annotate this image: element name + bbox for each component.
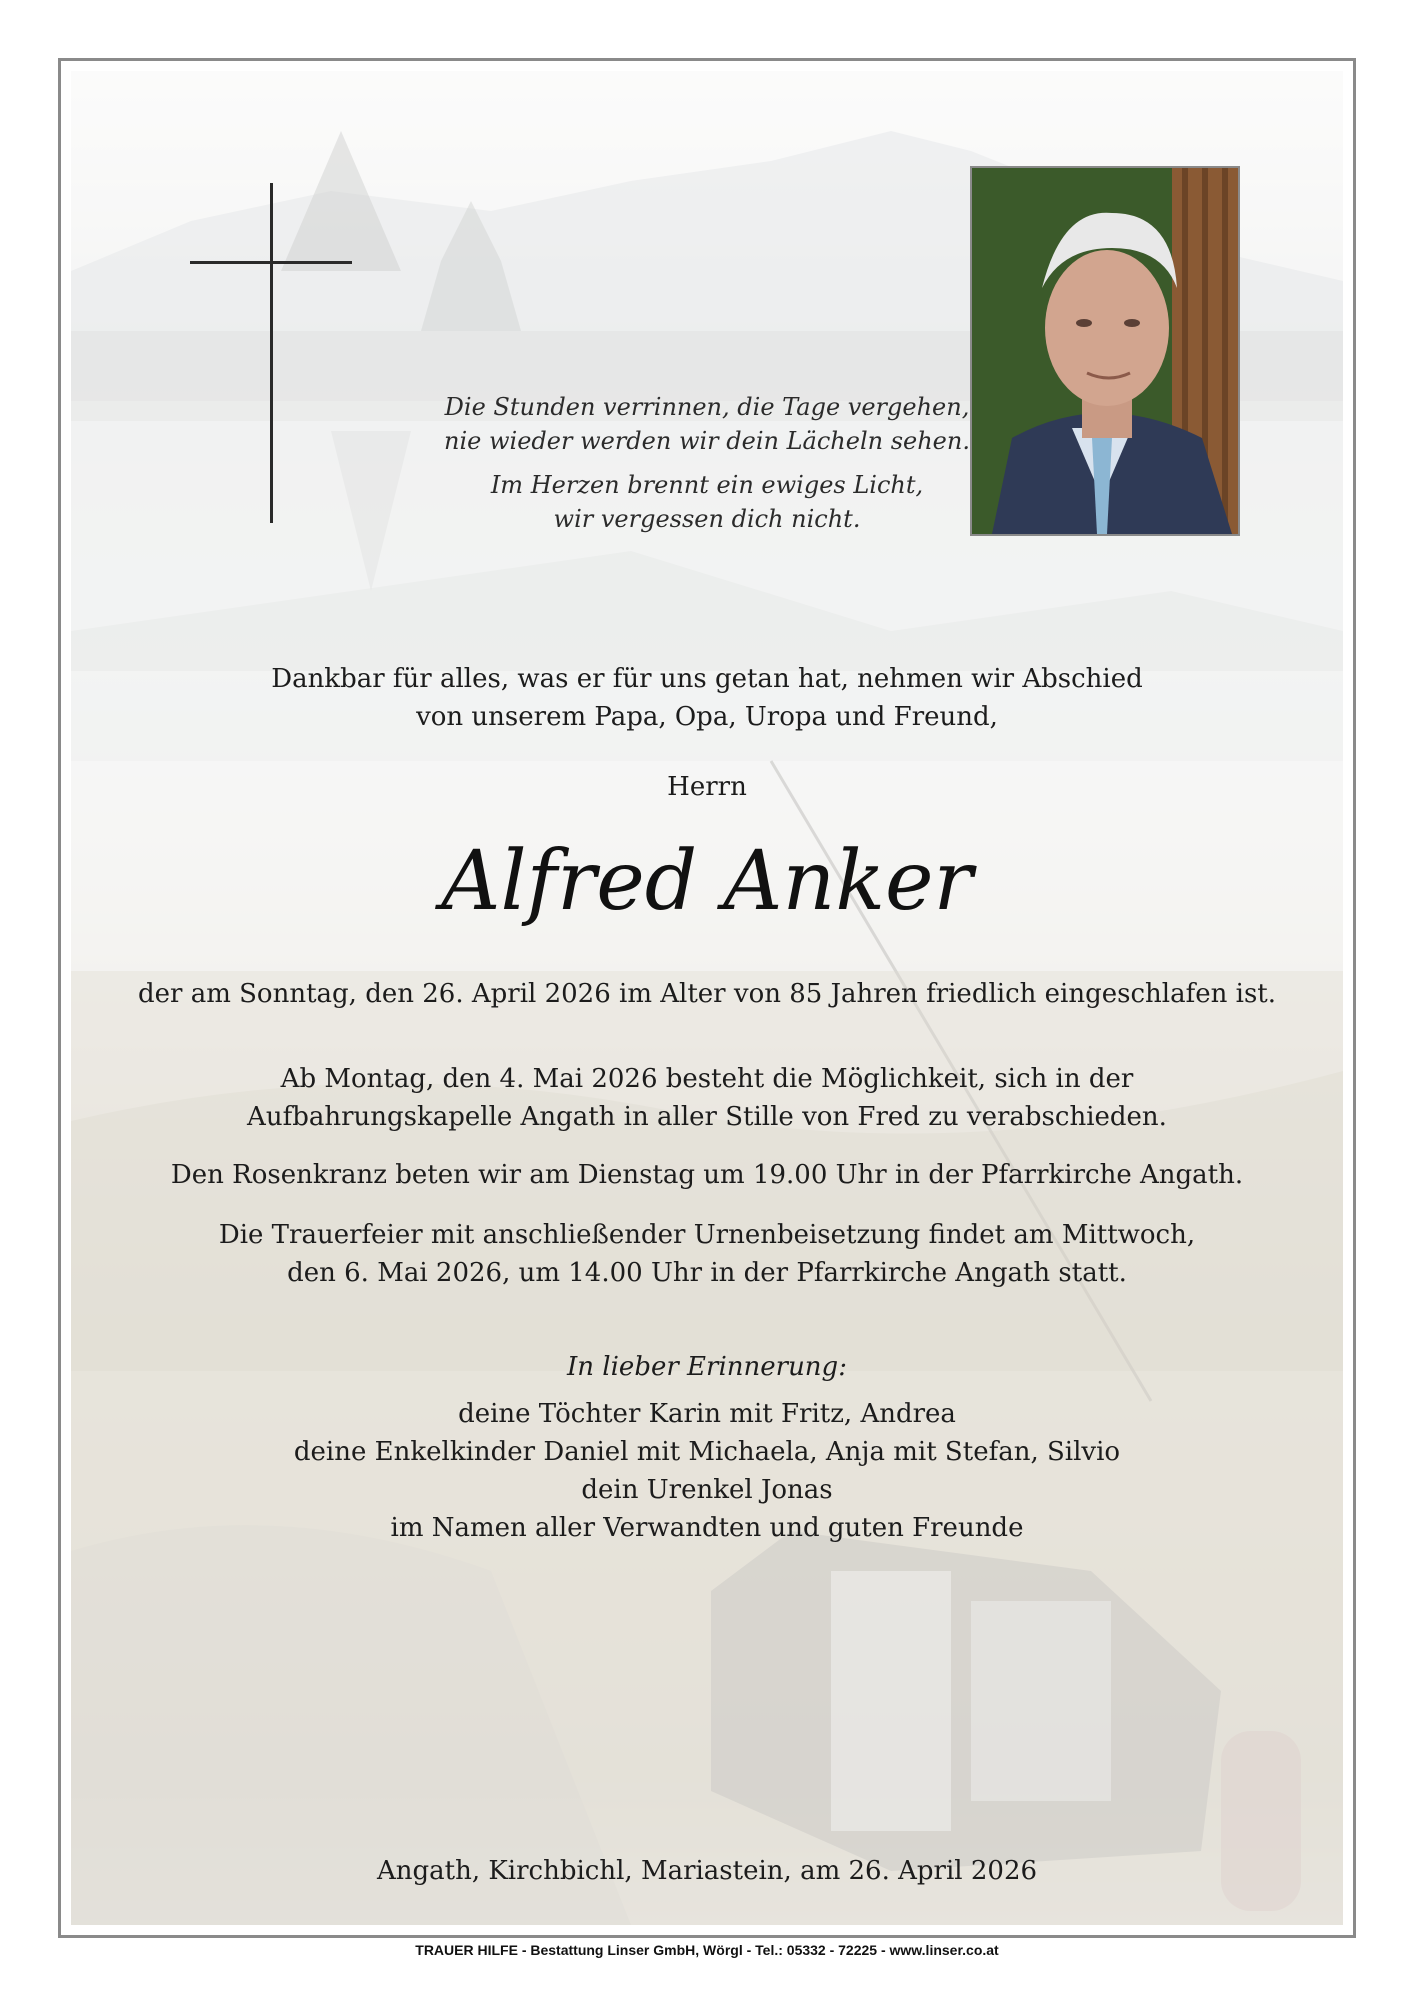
deceased-name: Alfred Anker <box>441 834 973 929</box>
death-notice: der am Sonntag, den 26. April 2026 im Alter von 85 Jahren friedlich eingeschlafen ist. <box>137 979 1277 1009</box>
mourner-line: im Namen aller Verwandten und guten Freunde <box>390 1513 1024 1543</box>
footer-funeral-home: TRAUER HILFE - Bestattung Linser GmbH, Wörgl - Tel.: 05332 - 72225 - www.linser.co.at <box>415 1942 999 1958</box>
intro-line: Dankbar für alles, was er für uns getan hat, nehmen wir Abschied <box>271 664 1143 694</box>
place-date: Angath, Kirchbichl, Mariastein, am 26. April 2026 <box>376 1856 1038 1886</box>
verse-line: Die Stunden verrinnen, die Tage vergehen, <box>444 393 970 421</box>
salutation: Herrn <box>667 772 747 802</box>
intro-text <box>0 660 1414 736</box>
mourner-line: deine Enkelkinder Daniel mit Michaela, Anja mit Stefan, Silvio <box>293 1437 1121 1467</box>
funeral-line: den 6. Mai 2026, um 14.00 Uhr in der Pfarrkirche Angath statt. <box>287 1258 1127 1288</box>
cross-icon-horizontal <box>190 261 352 264</box>
intro-line: von unserem Papa, Opa, Uropa und Freund, <box>416 702 998 732</box>
mourner-line: dein Urenkel Jonas <box>581 1475 833 1505</box>
mourner-line: deine Töchter Karin mit Fritz, Andrea <box>458 1399 956 1429</box>
verse-line: nie wieder werden wir dein Lächeln sehen. <box>444 427 970 455</box>
funeral-line: Die Trauerfeier mit anschließender Urnenbeisetzung findet am Mittwoch, <box>218 1220 1196 1250</box>
memorial-verse <box>0 390 1414 536</box>
remembrance-heading: In lieber Erinnerung: <box>567 1352 847 1382</box>
viewing-line: Aufbahrungskapelle Angath in aller Stille von Fred zu verabschieden. <box>247 1102 1167 1132</box>
viewing-info <box>0 1060 1414 1136</box>
mourners-list <box>0 1395 1414 1547</box>
funeral-info <box>0 1216 1414 1292</box>
viewing-line: Ab Montag, den 4. Mai 2026 besteht die Möglichkeit, sich in der <box>280 1064 1134 1094</box>
verse-line: wir vergessen dich nicht. <box>553 505 861 533</box>
verse-line: Im Herzen brennt ein ewiges Licht, <box>490 471 924 499</box>
rosary-info: Den Rosenkranz beten wir am Dienstag um 19.00 Uhr in der Pfarrkirche Angath. <box>170 1160 1244 1190</box>
